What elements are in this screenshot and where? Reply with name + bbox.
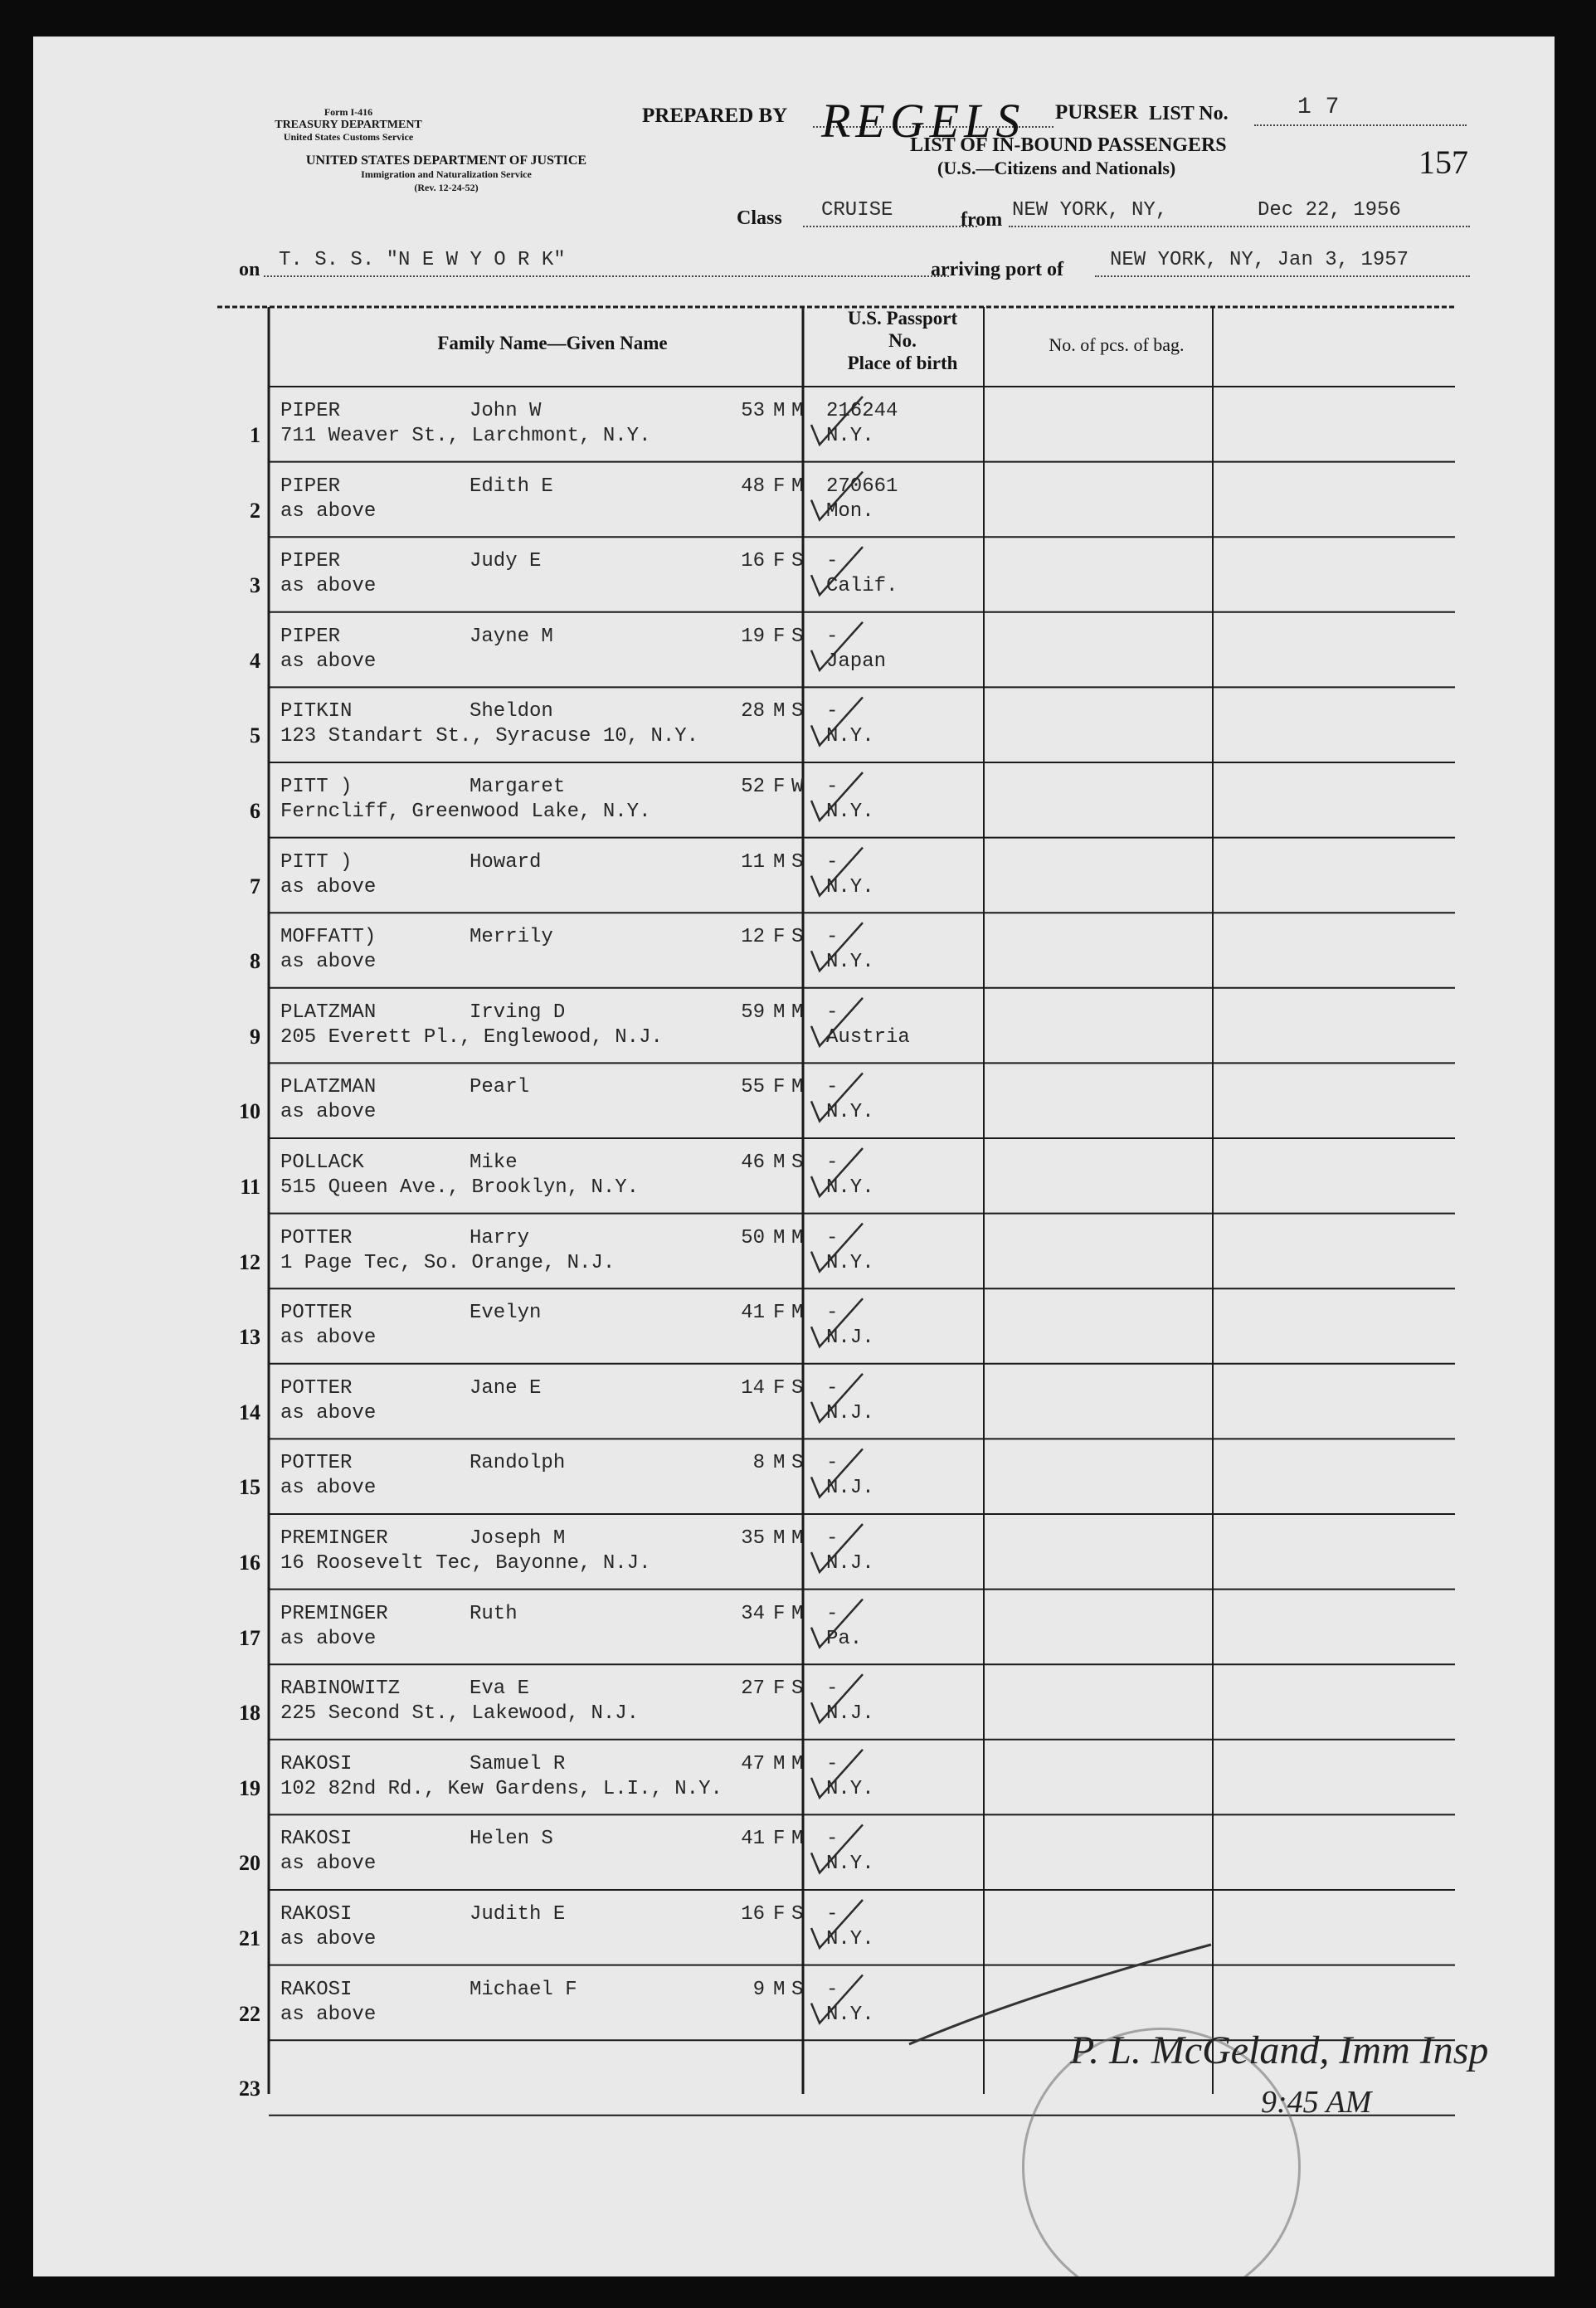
passenger-family-name: PLATZMAN [280,1076,377,1099]
place-of-birth: N.Y. [826,1928,874,1950]
passenger-family-name: PITT ) [280,776,353,798]
place-of-birth: N.Y. [826,801,874,823]
passenger-age: 50 [741,1226,765,1249]
passenger-age: 14 [741,1376,765,1400]
passenger-sex: F [773,776,786,798]
passenger-given-name: Eva E [470,1677,530,1701]
passenger-given-name: John W [470,400,542,422]
passenger-sex: M [773,1978,786,2001]
passport-number: - [826,1903,839,1926]
place-of-birth: N.J. [826,1702,874,1726]
passenger-given-name: Howard [470,850,542,874]
passenger-family-name: POTTER [280,1226,353,1249]
passport-header-line-3: Place of birth [847,353,958,373]
passenger-marital-status: S [791,625,804,648]
passenger-sex: F [773,625,786,648]
place-of-birth: N.Y. [826,1251,874,1274]
passenger-family-name: PIPER [280,400,341,422]
passenger-sex: M [773,700,786,723]
passport-number: - [826,1376,839,1400]
officer-signature: P. L. McGeland, Imm Insp [1070,2028,1489,2072]
passenger-marital-status: S [791,1452,804,1475]
passenger-sex: F [773,1302,786,1325]
row-number: 1 [250,423,260,447]
passenger-age: 16 [741,1903,765,1926]
place-of-birth: N.Y. [826,1101,874,1124]
passenger-age: 12 [741,926,765,949]
passenger-family-name: RAKOSI [280,1828,353,1851]
passenger-family-name: PITKIN [280,700,353,723]
passenger-family-name: POTTER [280,1302,353,1325]
row-number: 7 [250,874,260,898]
row-number: 20 [239,1851,260,1876]
passenger-marital-status: M [791,1527,804,1550]
passenger-marital-status: S [791,1903,804,1926]
passenger-marital-status: M [791,475,804,498]
passenger-given-name: Pearl [470,1076,530,1099]
passport-number: - [826,1302,839,1325]
passenger-address: as above [280,951,377,974]
row-number: 11 [240,1175,260,1199]
place-of-birth: N.Y. [826,725,874,748]
form-number: Form I-416 [324,106,373,118]
passenger-sex: F [773,1677,786,1701]
passenger-age: 34 [741,1602,765,1625]
passenger-sex: M [773,1152,786,1174]
place-of-birth: Mon. [826,499,874,523]
page-number: 157 [1418,144,1468,181]
passenger-given-name: Ruth [470,1602,518,1625]
form-revision: (Rev. 12-24-52) [414,182,479,193]
passenger-given-name: Harry [470,1226,530,1249]
passenger-age: 8 [752,1452,765,1475]
passenger-address: as above [280,1627,377,1650]
passenger-address: as above [280,1101,377,1124]
row-number: 10 [239,1099,260,1124]
row-number: 21 [239,1926,260,1950]
passport-number: - [826,1152,839,1174]
ins-service: Immigration and Naturalization Service [361,168,532,180]
passenger-family-name: PIPER [280,625,341,648]
passenger-age: 48 [741,475,765,498]
passenger-given-name: Samuel R [470,1752,566,1775]
row-number: 6 [250,799,260,823]
passenger-marital-status: S [791,850,804,874]
class-value: CRUISE [821,199,893,222]
passenger-given-name: Mike [470,1152,518,1174]
passenger-age: 53 [741,400,765,422]
passenger-marital-status: W [791,776,804,798]
passenger-family-name: POTTER [280,1376,353,1400]
passport-number: - [826,1001,839,1024]
passenger-address: Ferncliff, Greenwood Lake, N.Y. [280,801,651,823]
passenger-sex: F [773,926,786,949]
row-number: 23 [239,2077,260,2101]
passenger-age: 35 [741,1527,765,1550]
passenger-address: 515 Queen Ave., Brooklyn, N.Y. [280,1176,640,1199]
passenger-marital-status: M [791,1828,804,1851]
passenger-age: 46 [741,1152,765,1174]
passenger-marital-status: S [791,1376,804,1400]
passenger-address: 225 Second St., Lakewood, N.J. [280,1702,640,1726]
from-label: from [961,209,1003,231]
passenger-family-name: RAKOSI [280,1978,353,2001]
row-number: 5 [250,723,260,748]
passport-number: - [826,850,839,874]
row-number: 2 [250,498,260,523]
passenger-family-name: POLLACK [280,1152,364,1174]
passenger-sex: F [773,475,786,498]
passenger-family-name: PREMINGER [280,1527,388,1550]
passenger-address: as above [280,1401,377,1424]
purser-label: PURSER [1055,101,1139,124]
passenger-address: 1 Page Tec, So. Orange, N.J. [280,1251,616,1274]
place-of-birth: Calif. [826,575,898,598]
row-number: 9 [250,1024,260,1049]
passenger-family-name: RAKOSI [280,1752,353,1775]
row-number: 14 [239,1400,260,1424]
passenger-age: 41 [741,1302,765,1325]
passport-number: - [826,1828,839,1851]
passenger-given-name: Sheldon [470,700,553,723]
passenger-address: as above [280,650,377,673]
row-number: 13 [239,1325,260,1350]
arriving-port-label: arriving port of [931,259,1063,280]
department-of-justice: UNITED STATES DEPARTMENT OF JUSTICE [305,153,587,168]
row-number: 22 [239,2001,260,2026]
passport-number: - [826,1076,839,1099]
list-title: LIST OF IN-BOUND PASSENGERS [910,134,1227,156]
row-number: 15 [239,1475,260,1500]
passenger-given-name: Joseph M [470,1527,566,1550]
passport-number: - [826,1226,839,1249]
prepared-by-label: PREPARED BY [642,105,788,127]
passenger-given-name: Randolph [470,1452,566,1475]
passport-number: - [826,625,839,648]
place-of-birth: N.Y. [826,1777,874,1800]
passport-number: - [826,1452,839,1475]
passenger-age: 41 [741,1828,765,1851]
passenger-marital-status: S [791,926,804,949]
class-label: Class [737,207,782,229]
passenger-address: as above [280,499,377,523]
row-number: 18 [239,1701,260,1726]
passenger-age: 9 [752,1978,765,2001]
passenger-address: 123 Standart St., Syracuse 10, N.Y. [280,725,699,748]
customs-service: United States Customs Service [283,131,414,143]
passenger-given-name: Merrily [470,926,553,949]
passenger-address: as above [280,1327,377,1350]
passport-number: - [826,550,839,573]
passenger-address: as above [280,575,377,598]
place-of-birth: Austria [826,1025,910,1049]
passenger-marital-status: M [791,1752,804,1775]
passport-header-line-2: No. [888,330,917,351]
passenger-family-name: PLATZMAN [280,1001,377,1024]
column-header-name: Family Name—Given Name [437,333,668,353]
place-of-birth: Pa. [826,1627,863,1650]
row-number: 12 [239,1249,260,1274]
passenger-address: 102 82nd Rd., Kew Gardens, L.I., N.Y. [280,1777,723,1800]
passenger-marital-status: M [791,1076,804,1099]
preparer-signature: REGELS [821,94,1025,148]
passport-number: - [826,1677,839,1701]
passport-number: - [826,776,839,798]
place-of-birth: Japan [826,650,887,673]
passenger-address: as above [280,1477,377,1500]
column-header-bags: No. of pcs. of bag. [1049,334,1185,355]
passenger-age: 11 [741,850,765,874]
passenger-address: 711 Weaver St., Larchmont, N.Y. [280,425,651,447]
list-number-value: 1 7 [1297,95,1340,120]
passenger-given-name: Michael F [470,1978,577,2001]
place-of-birth: N.Y. [826,2003,874,2026]
row-number: 19 [239,1775,260,1800]
passport-number: - [826,926,839,949]
passenger-given-name: Judy E [470,550,542,573]
passenger-family-name: RAKOSI [280,1903,353,1926]
passenger-sex: F [773,1376,786,1400]
passenger-sex: M [773,1752,786,1775]
passenger-marital-status: S [791,550,804,573]
passenger-sex: F [773,550,786,573]
passport-number: 216244 [826,400,898,422]
place-of-birth: N.J. [826,1477,874,1500]
passport-number: 270661 [826,475,898,498]
place-of-birth: N.Y. [826,425,874,447]
from-date: Dec 22, 1956 [1258,199,1401,222]
passenger-given-name: Jayne M [470,625,553,648]
passenger-given-name: Evelyn [470,1302,542,1325]
passenger-family-name: POTTER [280,1452,353,1475]
passenger-given-name: Helen S [470,1828,553,1851]
passport-number: - [826,1527,839,1550]
row-number: 8 [250,949,260,974]
inspection-time: 9:45 AM [1261,2085,1372,2120]
passenger-sex: M [773,1226,786,1249]
passenger-age: 52 [741,776,765,798]
place-of-birth: N.Y. [826,1853,874,1876]
passenger-age: 19 [741,625,765,648]
passenger-address: as above [280,1928,377,1950]
passenger-address: as above [280,875,377,898]
passenger-age: 47 [741,1752,765,1775]
place-of-birth: N.J. [826,1327,874,1350]
place-of-birth: N.J. [826,1401,874,1424]
passenger-family-name: PREMINGER [280,1602,388,1625]
passenger-sex: M [773,1001,786,1024]
passenger-sex: F [773,1828,786,1851]
passenger-address: as above [280,2003,377,2026]
passport-number: - [826,1752,839,1775]
row-number: 4 [250,648,260,673]
passenger-given-name: Judith E [470,1903,566,1926]
passenger-marital-status: M [791,400,804,422]
passenger-marital-status: S [791,1677,804,1701]
on-label: on [239,259,260,280]
ship-name: T. S. S. "N E W Y O R K" [279,249,566,271]
place-of-birth: N.Y. [826,951,874,974]
passenger-address: as above [280,1853,377,1876]
passenger-family-name: PIPER [280,475,341,498]
passenger-sex: M [773,850,786,874]
row-number: 16 [239,1551,260,1575]
passenger-given-name: Margaret [470,776,566,798]
passenger-marital-status: M [791,1602,804,1625]
passenger-sex: F [773,1076,786,1099]
passenger-family-name: PIPER [280,550,341,573]
passport-number: - [826,1978,839,2001]
passenger-marital-status: S [791,1152,804,1174]
passenger-marital-status: M [791,1001,804,1024]
row-number: 17 [239,1625,260,1650]
passenger-sex: M [773,1527,786,1550]
from-port: NEW YORK, NY, [1012,199,1168,222]
row-number: 3 [250,573,260,598]
passenger-age: 16 [741,550,765,573]
passport-header-line-1: U.S. Passport [847,308,958,329]
passenger-family-name: PITT ) [280,850,353,874]
list-subtitle: (U.S.—Citizens and Nationals) [937,158,1176,178]
list-number-label: LIST No. [1149,103,1229,124]
manifest-page [33,37,1555,2276]
passenger-marital-status: S [791,1978,804,2001]
place-of-birth: N.J. [826,1552,874,1575]
place-of-birth: N.Y. [826,875,874,898]
passenger-address: 205 Everett Pl., Englewood, N.J. [280,1025,663,1049]
passenger-marital-status: S [791,700,804,723]
passenger-address: 16 Roosevelt Tec, Bayonne, N.J. [280,1552,651,1575]
passenger-age: 28 [741,700,765,723]
passenger-sex: M [773,1452,786,1475]
passenger-sex: F [773,1602,786,1625]
place-of-birth: N.Y. [826,1176,874,1199]
passport-number: - [826,1602,839,1625]
passenger-family-name: RABINOWITZ [280,1677,401,1701]
passenger-age: 27 [741,1677,765,1701]
passenger-given-name: Edith E [470,475,553,498]
passenger-sex: M [773,400,786,422]
passenger-age: 55 [741,1076,765,1099]
passenger-family-name: MOFFATT) [280,926,377,949]
passenger-age: 59 [741,1001,765,1024]
passport-number: - [826,700,839,723]
passenger-given-name: Jane E [470,1376,542,1400]
passenger-marital-status: M [791,1302,804,1325]
passenger-given-name: Irving D [470,1001,566,1024]
passenger-sex: F [773,1903,786,1926]
arriving-port-value: NEW YORK, NY, Jan 3, 1957 [1110,249,1409,271]
treasury-department: TREASURY DEPARTMENT [275,119,422,131]
passenger-marital-status: M [791,1226,804,1249]
